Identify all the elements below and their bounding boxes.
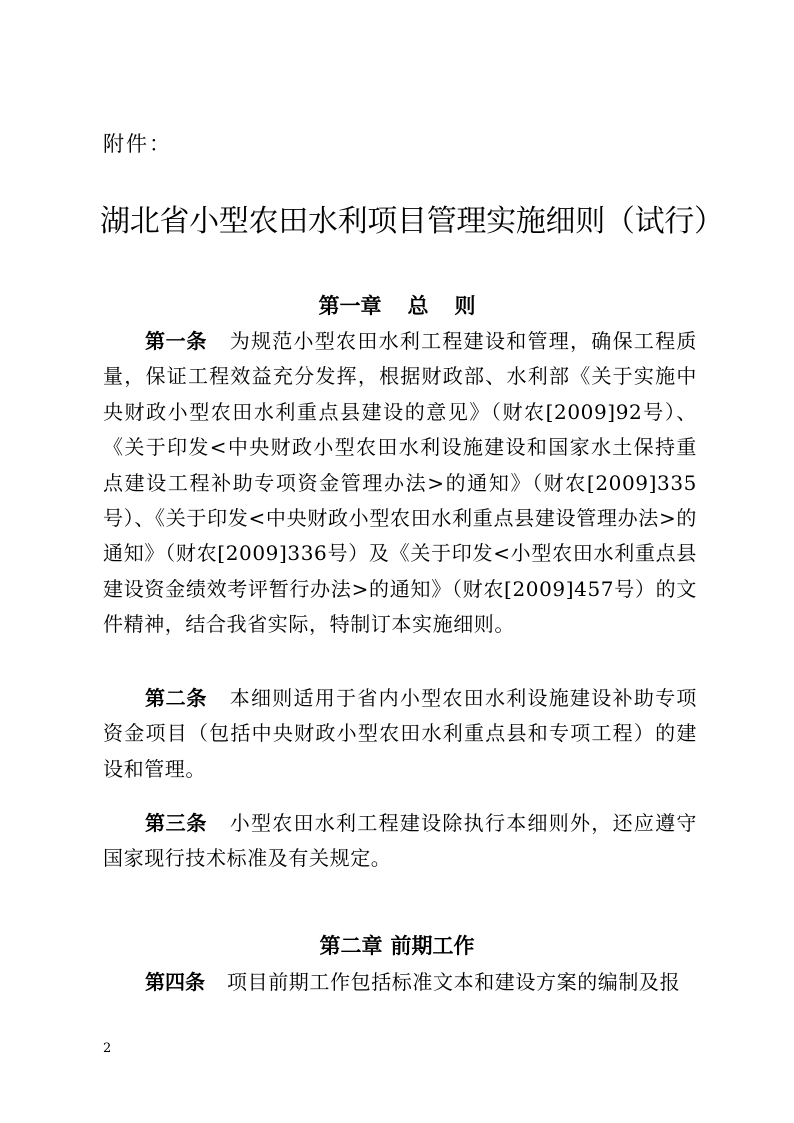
article-1	[103, 324, 697, 643]
chapter-1-number: 第一章	[318, 294, 382, 318]
article-1-text: 为规范小型农田水利工程建设和管理，确保工程质量，保证工程效益充分发挥，根据财政部、水利部《关于实施中央财政小型农田水利重点县建设的意见》（财农[2009]92号）、《关于印发<中央财政小型农田水利设施建设和国家水土保持重点建设工程补助专项资金管理办法>的通知》（财农[2009]335号）、《关于印发<中央财政小型农田水利重点县建设管理办法>的通知》（财农[2009]336号）及《关于印发<小型农田水利重点县建设资金绩效考评暂行办法>的通知》（财农[2009]457号）的文件精神，结合我省实际，特制订本实施细则。	[103, 329, 697, 637]
document-title: 湖北省小型农田水利项目管理实施细则（试行）	[100, 204, 724, 239]
article-4-label: 第四条	[145, 970, 205, 994]
chapter-2-number: 第二章	[319, 934, 383, 958]
article-3-text: 小型农田水利工程建设除执行本细则外，还应遵守国家现行技术标准及有关规定。	[103, 811, 697, 871]
attachment-label: 附件：	[103, 132, 172, 156]
article-3-label: 第三条	[145, 811, 208, 835]
article-4	[103, 965, 697, 1000]
chapter-2-title: 前期工作	[390, 934, 475, 958]
chapter-heading-2	[100, 930, 694, 960]
article-4-text: 项目前期工作包括标准文本和建设方案的编制及报	[227, 970, 681, 994]
page-number: 2	[103, 1041, 112, 1056]
article-1-label: 第一条	[145, 329, 208, 353]
chapter-1-word-2: 则	[454, 294, 476, 318]
article-2	[103, 681, 697, 787]
chapter-1-word-1: 总	[407, 294, 429, 318]
chapter-heading-1	[100, 290, 694, 320]
article-2-text: 本细则适用于省内小型农田水利设施建设补助专项资金项目（包括中央财政小型农田水利重点县和专项工程）的建设和管理。	[103, 686, 697, 781]
article-2-label: 第二条	[145, 686, 208, 710]
article-3	[103, 806, 697, 877]
